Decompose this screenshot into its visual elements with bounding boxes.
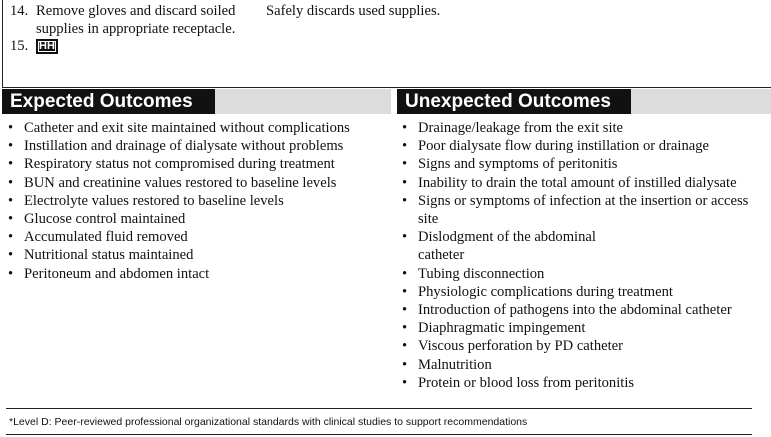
unexpected-outcomes-list xyxy=(402,119,768,392)
list-item: • BUN and creatinine values restored to baseline levels xyxy=(8,174,388,192)
list-item: • Physiologic complications during treatment xyxy=(402,283,768,301)
list-item: • Electrolyte values restored to baseline levels xyxy=(8,192,388,210)
list-item: • Tubing disconnection xyxy=(402,265,768,283)
list-item: • Peritoneum and abdomen intact xyxy=(8,265,388,283)
list-item: • Nutritional status maintained xyxy=(8,246,388,264)
footnote-top-rule xyxy=(6,408,752,409)
list-item: • Catheter and exit site maintained without complications xyxy=(8,119,388,137)
list-item: • Dislodgment of the abdominal catheter xyxy=(402,228,608,264)
step-number: 15. xyxy=(10,38,29,54)
list-item: • Viscous perforation by PD catheter xyxy=(402,337,768,355)
expected-outcomes-header xyxy=(2,89,391,114)
expected-outcomes-list xyxy=(8,119,388,283)
step-number: 14. xyxy=(10,3,29,19)
list-item: • Diaphragmatic impingement xyxy=(402,319,768,337)
evidence-level-footnote: *Level D: Peer-reviewed professional organizational standards with clinical studies to support recommendations xyxy=(9,416,528,428)
hand-hygiene-icon: HH xyxy=(36,39,58,54)
list-item: • Introduction of pathogens into the abdominal catheter xyxy=(402,301,768,319)
list-item: • Signs and symptoms of peritonitis xyxy=(402,155,768,173)
list-item: • Glucose control maintained xyxy=(8,210,388,228)
table-bottom-border xyxy=(2,87,771,88)
list-item: • Respiratory status not compromised during treatment xyxy=(8,155,388,173)
expected-outcomes-title: Expected Outcomes xyxy=(2,89,215,114)
list-item: • Drainage/leakage from the exit site xyxy=(402,119,768,137)
list-item: • Protein or blood loss from peritonitis xyxy=(402,374,768,392)
list-item: • Signs or symptoms of infection at the insertion or access site xyxy=(402,192,768,228)
step-rationale: Safely discards used supplies. xyxy=(266,3,441,19)
list-item: • Accumulated fluid removed xyxy=(8,228,388,246)
unexpected-outcomes-header xyxy=(397,89,771,114)
list-item: • Instillation and drainage of dialysate without problems xyxy=(8,137,388,155)
list-item: • Poor dialysate flow during instillation or drainage xyxy=(402,137,768,155)
list-item: • Inability to drain the total amount of instilled dialysate xyxy=(402,174,768,192)
list-item: • Malnutrition xyxy=(402,356,768,374)
table-left-border xyxy=(2,0,3,88)
footnote-bottom-rule xyxy=(6,434,752,435)
unexpected-outcomes-title: Unexpected Outcomes xyxy=(397,89,631,114)
step-text: Remove gloves and discard soiled supplies in appropriate receptacle. xyxy=(36,3,236,37)
